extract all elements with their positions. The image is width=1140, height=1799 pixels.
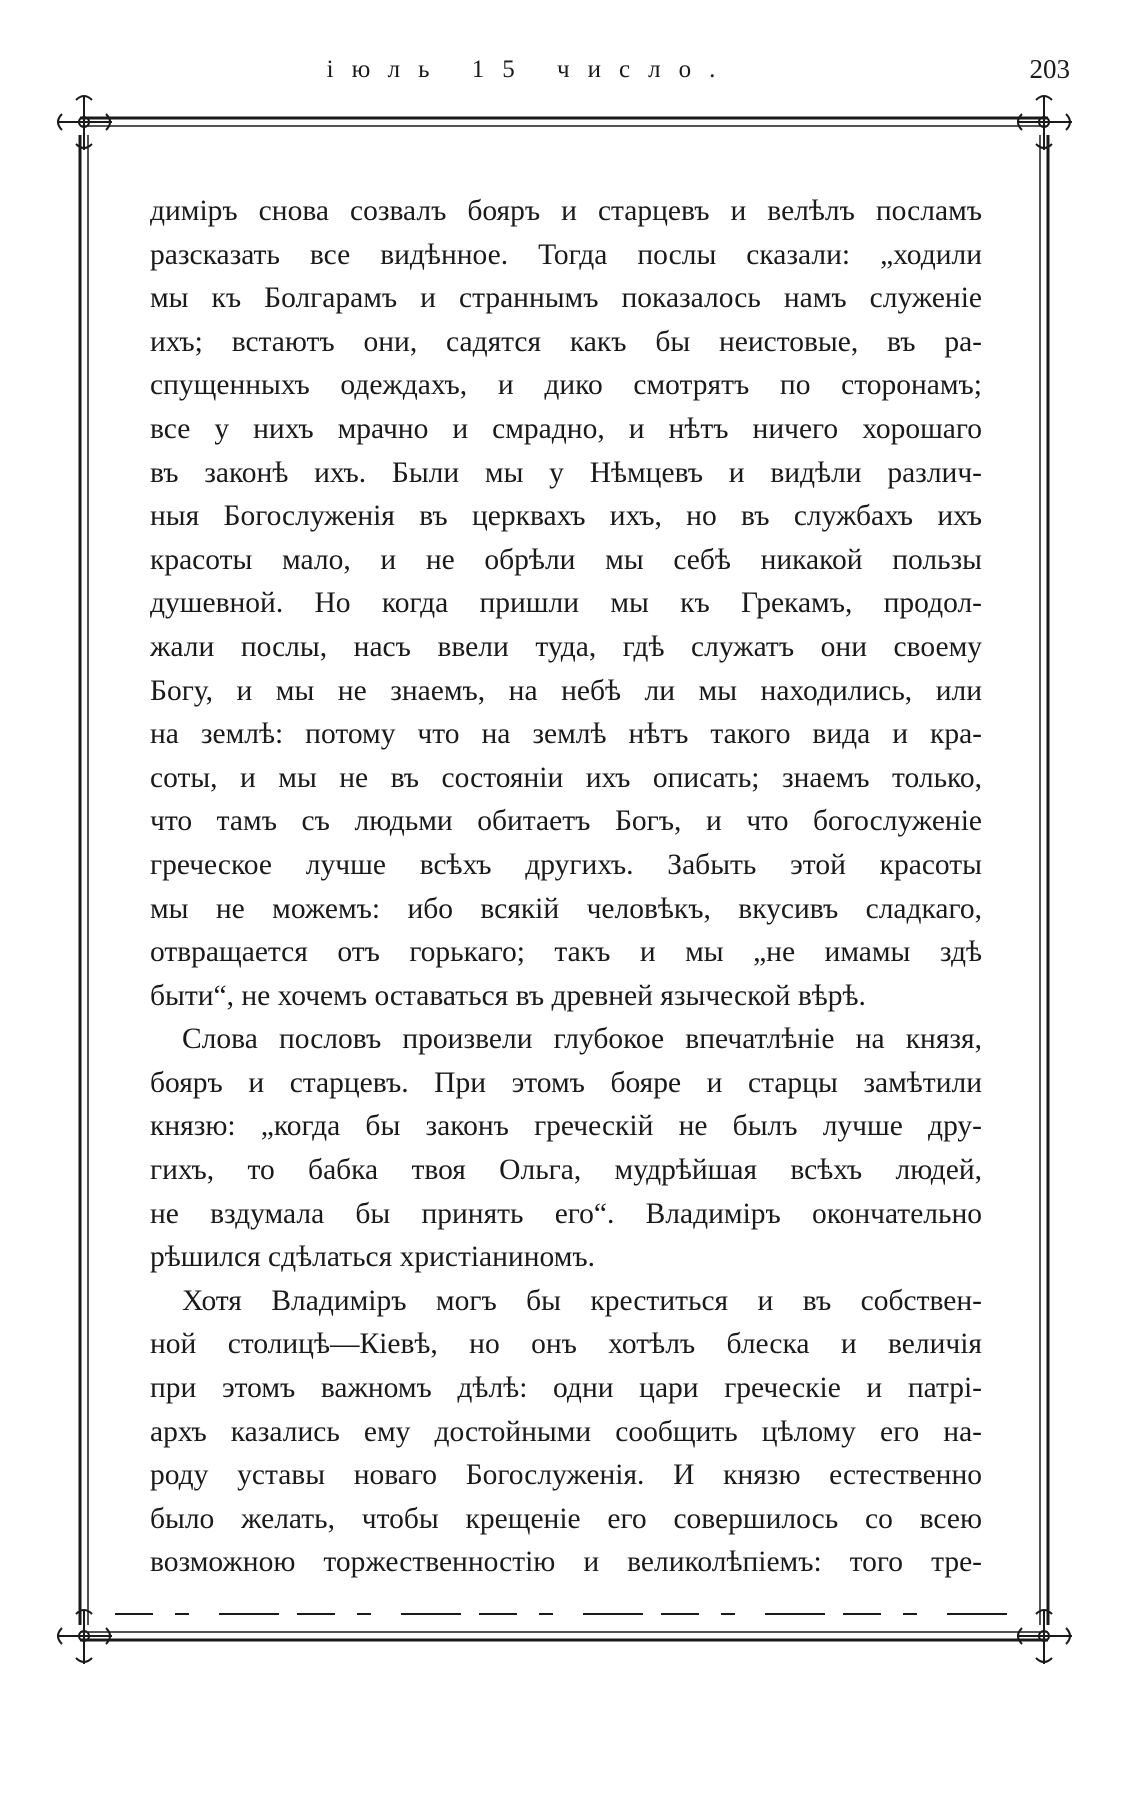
running-title: іюль 15 число. (326, 56, 734, 83)
text-line: отвращается отъ горькаго; такъ и мы „не имамы здѣ (150, 936, 982, 969)
text-line: въ законѣ ихъ. Были мы у Нѣмцевъ и видѣли различ- (150, 456, 982, 489)
text-line: бояръ и старцевъ. При этомъ бояре и старцы замѣтили (150, 1066, 982, 1099)
text-line: ной столицѣ—Кіевѣ, но онъ хотѣлъ блеска и величія (150, 1328, 982, 1361)
text-line: что тамъ съ людьми обитаетъ Богъ, и что богослуженіе (150, 805, 982, 838)
text-line: было желать, чтобы крещеніе его совершилось со всею (150, 1502, 982, 1535)
text-line: роду уставы новаго Богослуженія. И князю естественно (150, 1459, 982, 1492)
text-line: при этомъ важномъ дѣлѣ: одни цари греческіе и патрі- (150, 1372, 982, 1405)
text-line: возможною торжественностію и великолѣпіемъ: того тре- (150, 1546, 982, 1579)
corner-ornament-bottom-right (1018, 1610, 1072, 1664)
text-line: все у нихъ мрачно и смрадно, и нѣтъ ничего хорошаго (150, 412, 982, 445)
text-line: Слова пословъ произвели глубокое впечатлѣніе на князя, (182, 1023, 982, 1056)
text-line: душевной. Но когда пришли мы къ Грекамъ, продол- (150, 587, 982, 620)
paragraph-1 (150, 190, 982, 1018)
text-line: спущенныхъ одеждахъ, и дико смотрятъ по сторонамъ; (150, 369, 982, 402)
corner-ornament-top-right (1018, 96, 1072, 150)
text-line: Хотя Владиміръ могъ бы креститься и въ собствен- (182, 1284, 982, 1317)
text-line: разсказать все видѣнное. Тогда послы сказали: „ходили (150, 238, 982, 271)
text-line: соты, и мы не въ состояніи ихъ описать; знаемъ только, (150, 761, 982, 794)
text-line: Богу, и мы не знаемъ, на небѣ ли мы находились, или (150, 674, 982, 707)
text-line: гихъ, то бабка твоя Ольга, мудрѣйшая всѣхъ людей, (150, 1154, 982, 1187)
page-header (0, 50, 1140, 90)
text-line: ихъ; встаютъ они, садятся какъ бы неистовые, въ ра- (150, 325, 982, 358)
paragraph-2 (150, 1018, 982, 1280)
text-line: на землѣ: потому что на землѣ нѣтъ такого вида и кра- (150, 718, 982, 751)
text-line: рѣшился сдѣлаться христіаниномъ. (150, 1241, 595, 1274)
text-line: князю: „когда бы законъ греческій не былъ лучше дру- (150, 1110, 982, 1143)
text-line: мы не можемъ: ибо всякій человѣкъ, вкусивъ сладкаго, (150, 892, 982, 925)
corner-ornament-bottom-left (58, 1610, 112, 1664)
text-line: быти“, не хочемъ оставаться въ древней языческой вѣрѣ. (150, 979, 866, 1012)
text-line: жали послы, насъ ввели туда, гдѣ служатъ они своему (150, 630, 982, 663)
text-line: мы къ Болгарамъ и страннымъ показалось намъ служеніе (150, 282, 982, 315)
text-line: диміръ снова созвалъ бояръ и старцевъ и велѣлъ посламъ (150, 195, 982, 227)
text-line: архъ казались ему достойными сообщить цѣлому его на- (150, 1415, 982, 1448)
text-line: ныя Богослуженія въ церквахъ ихъ, но въ службахъ ихъ (150, 500, 982, 533)
paragraph-3 (150, 1280, 982, 1585)
text-line: не вздумала бы принять его“. Владиміръ окончательно (150, 1197, 982, 1230)
text-line: красоты мало, и не обрѣли мы себѣ никакой пользы (150, 543, 982, 576)
corner-ornament-top-left (58, 96, 112, 150)
text-line: греческое лучше всѣхъ другихъ. Забыть этой красоты (150, 848, 982, 881)
body-text (150, 190, 982, 1585)
page-number: 203 (1029, 54, 1070, 84)
